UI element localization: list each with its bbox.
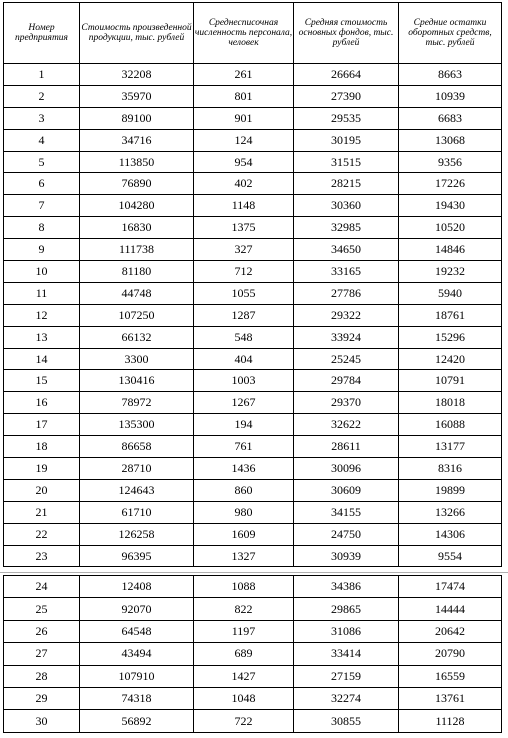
cell-enterprise-number: 2 (4, 85, 80, 107)
cell-working-capital: 19232 (399, 261, 502, 283)
cell-fixed-assets: 24750 (294, 523, 399, 545)
cell-working-capital: 12420 (399, 348, 502, 370)
cell-production-value: 61710 (80, 501, 194, 523)
cell-staff-count: 194 (194, 414, 294, 436)
page-break-divider (0, 572, 508, 573)
cell-production-value: 111738 (80, 239, 194, 261)
cell-enterprise-number: 11 (4, 282, 80, 304)
cell-production-value: 124643 (80, 479, 194, 501)
table-row (4, 710, 502, 732)
cell-fixed-assets: 30195 (294, 129, 399, 151)
enterprise-table-part1 (3, 2, 502, 567)
cell-working-capital: 13177 (399, 436, 502, 458)
cell-fixed-assets: 32274 (294, 687, 399, 709)
table-row (4, 173, 502, 195)
cell-fixed-assets: 27786 (294, 282, 399, 304)
cell-enterprise-number: 21 (4, 501, 80, 523)
cell-working-capital: 10939 (399, 85, 502, 107)
cell-production-value: 32208 (80, 64, 194, 86)
cell-fixed-assets: 30096 (294, 458, 399, 480)
cell-fixed-assets: 33924 (294, 326, 399, 348)
cell-enterprise-number: 23 (4, 545, 80, 567)
cell-production-value: 126258 (80, 523, 194, 545)
table-row (4, 436, 502, 458)
cell-production-value: 86658 (80, 436, 194, 458)
cell-working-capital: 16559 (399, 665, 502, 687)
cell-enterprise-number: 9 (4, 239, 80, 261)
cell-enterprise-number: 15 (4, 370, 80, 392)
cell-working-capital: 18761 (399, 304, 502, 326)
cell-fixed-assets: 31086 (294, 620, 399, 642)
cell-working-capital: 10520 (399, 217, 502, 239)
cell-staff-count: 722 (194, 710, 294, 732)
cell-production-value: 66132 (80, 326, 194, 348)
cell-enterprise-number: 3 (4, 107, 80, 129)
cell-enterprise-number: 28 (4, 665, 80, 687)
table-row (4, 501, 502, 523)
cell-enterprise-number: 13 (4, 326, 80, 348)
cell-staff-count: 901 (194, 107, 294, 129)
cell-fixed-assets: 29865 (294, 598, 399, 620)
cell-production-value: 44748 (80, 282, 194, 304)
cell-working-capital: 10791 (399, 370, 502, 392)
cell-fixed-assets: 31515 (294, 151, 399, 173)
table-header-row (4, 3, 502, 64)
cell-enterprise-number: 18 (4, 436, 80, 458)
cell-enterprise-number: 24 (4, 576, 80, 598)
table-row (4, 107, 502, 129)
cell-working-capital: 18018 (399, 392, 502, 414)
cell-staff-count: 1375 (194, 217, 294, 239)
cell-fixed-assets: 29535 (294, 107, 399, 129)
header-staff-count: Среднесписочная численность персонала, человек (194, 3, 294, 64)
cell-staff-count: 954 (194, 151, 294, 173)
cell-fixed-assets: 30360 (294, 195, 399, 217)
cell-production-value: 3300 (80, 348, 194, 370)
cell-production-value: 107250 (80, 304, 194, 326)
cell-working-capital: 17226 (399, 173, 502, 195)
cell-staff-count: 1003 (194, 370, 294, 392)
cell-production-value: 92070 (80, 598, 194, 620)
cell-fixed-assets: 27159 (294, 665, 399, 687)
table-row (4, 523, 502, 545)
cell-production-value: 113850 (80, 151, 194, 173)
cell-fixed-assets: 32985 (294, 217, 399, 239)
header-working-capital: Средние остатки оборотных средств, тыс. рублей (399, 3, 502, 64)
cell-working-capital: 9554 (399, 545, 502, 567)
cell-production-value: 43494 (80, 643, 194, 665)
cell-production-value: 56892 (80, 710, 194, 732)
header-production-value: Стоимость произведенной продукции, тыс. рублей (80, 3, 194, 64)
cell-fixed-assets: 33165 (294, 261, 399, 283)
cell-fixed-assets: 26664 (294, 64, 399, 86)
table-row (4, 239, 502, 261)
cell-enterprise-number: 25 (4, 598, 80, 620)
cell-enterprise-number: 16 (4, 392, 80, 414)
cell-enterprise-number: 22 (4, 523, 80, 545)
table-row (4, 576, 502, 598)
cell-enterprise-number: 10 (4, 261, 80, 283)
cell-staff-count: 1267 (194, 392, 294, 414)
cell-staff-count: 124 (194, 129, 294, 151)
table-row (4, 370, 502, 392)
table-row (4, 217, 502, 239)
cell-production-value: 96395 (80, 545, 194, 567)
cell-staff-count: 1427 (194, 665, 294, 687)
cell-enterprise-number: 29 (4, 687, 80, 709)
cell-working-capital: 14306 (399, 523, 502, 545)
cell-fixed-assets: 32622 (294, 414, 399, 436)
table-row (4, 151, 502, 173)
cell-staff-count: 822 (194, 598, 294, 620)
cell-staff-count: 860 (194, 479, 294, 501)
cell-staff-count: 980 (194, 501, 294, 523)
table-row (4, 545, 502, 567)
enterprise-table-part2 (3, 575, 502, 733)
cell-production-value: 107910 (80, 665, 194, 687)
cell-fixed-assets: 27390 (294, 85, 399, 107)
table-row (4, 414, 502, 436)
cell-enterprise-number: 8 (4, 217, 80, 239)
cell-fixed-assets: 34155 (294, 501, 399, 523)
cell-production-value: 28710 (80, 458, 194, 480)
header-fixed-assets: Средняя стоимость основных фондов, тыс. рублей (294, 3, 399, 64)
cell-production-value: 81180 (80, 261, 194, 283)
cell-enterprise-number: 1 (4, 64, 80, 86)
cell-production-value: 74318 (80, 687, 194, 709)
table-row (4, 598, 502, 620)
cell-staff-count: 327 (194, 239, 294, 261)
table-row (4, 620, 502, 642)
cell-production-value: 34716 (80, 129, 194, 151)
cell-enterprise-number: 14 (4, 348, 80, 370)
cell-working-capital: 14444 (399, 598, 502, 620)
cell-production-value: 130416 (80, 370, 194, 392)
cell-working-capital: 19430 (399, 195, 502, 217)
cell-staff-count: 712 (194, 261, 294, 283)
table-row (4, 643, 502, 665)
cell-fixed-assets: 29322 (294, 304, 399, 326)
cell-enterprise-number: 7 (4, 195, 80, 217)
cell-fixed-assets: 30609 (294, 479, 399, 501)
cell-working-capital: 13761 (399, 687, 502, 709)
cell-production-value: 16830 (80, 217, 194, 239)
cell-production-value: 104280 (80, 195, 194, 217)
cell-staff-count: 261 (194, 64, 294, 86)
cell-working-capital: 20790 (399, 643, 502, 665)
cell-working-capital: 17474 (399, 576, 502, 598)
cell-staff-count: 1436 (194, 458, 294, 480)
cell-production-value: 35970 (80, 85, 194, 107)
cell-enterprise-number: 4 (4, 129, 80, 151)
table-row (4, 479, 502, 501)
cell-staff-count: 761 (194, 436, 294, 458)
cell-enterprise-number: 6 (4, 173, 80, 195)
cell-working-capital: 16088 (399, 414, 502, 436)
cell-staff-count: 404 (194, 348, 294, 370)
cell-fixed-assets: 30855 (294, 710, 399, 732)
cell-enterprise-number: 19 (4, 458, 80, 480)
cell-working-capital: 9356 (399, 151, 502, 173)
cell-staff-count: 1609 (194, 523, 294, 545)
cell-working-capital: 6683 (399, 107, 502, 129)
table-row (4, 687, 502, 709)
table-row (4, 195, 502, 217)
table-row (4, 348, 502, 370)
cell-staff-count: 402 (194, 173, 294, 195)
cell-fixed-assets: 29784 (294, 370, 399, 392)
cell-production-value: 12408 (80, 576, 194, 598)
table-row (4, 64, 502, 86)
cell-staff-count: 1048 (194, 687, 294, 709)
cell-fixed-assets: 33414 (294, 643, 399, 665)
table-row (4, 261, 502, 283)
cell-working-capital: 19899 (399, 479, 502, 501)
cell-fixed-assets: 34386 (294, 576, 399, 598)
cell-fixed-assets: 25245 (294, 348, 399, 370)
cell-enterprise-number: 12 (4, 304, 80, 326)
cell-fixed-assets: 28215 (294, 173, 399, 195)
cell-staff-count: 1055 (194, 282, 294, 304)
cell-staff-count: 801 (194, 85, 294, 107)
cell-staff-count: 1197 (194, 620, 294, 642)
cell-working-capital: 11128 (399, 710, 502, 732)
cell-staff-count: 1088 (194, 576, 294, 598)
cell-working-capital: 13068 (399, 129, 502, 151)
cell-staff-count: 1327 (194, 545, 294, 567)
cell-production-value: 78972 (80, 392, 194, 414)
cell-working-capital: 20642 (399, 620, 502, 642)
cell-enterprise-number: 26 (4, 620, 80, 642)
cell-working-capital: 13266 (399, 501, 502, 523)
table-row (4, 129, 502, 151)
cell-staff-count: 1287 (194, 304, 294, 326)
cell-enterprise-number: 27 (4, 643, 80, 665)
table-row (4, 282, 502, 304)
cell-fixed-assets: 28611 (294, 436, 399, 458)
cell-staff-count: 689 (194, 643, 294, 665)
cell-working-capital: 5940 (399, 282, 502, 304)
table-row (4, 304, 502, 326)
cell-staff-count: 1148 (194, 195, 294, 217)
cell-fixed-assets: 29370 (294, 392, 399, 414)
cell-working-capital: 8316 (399, 458, 502, 480)
table-row (4, 392, 502, 414)
cell-production-value: 89100 (80, 107, 194, 129)
cell-fixed-assets: 30939 (294, 545, 399, 567)
cell-enterprise-number: 30 (4, 710, 80, 732)
cell-fixed-assets: 34650 (294, 239, 399, 261)
header-enterprise-number: Номер предприятия (4, 3, 80, 64)
cell-enterprise-number: 17 (4, 414, 80, 436)
cell-enterprise-number: 20 (4, 479, 80, 501)
cell-working-capital: 8663 (399, 64, 502, 86)
cell-staff-count: 548 (194, 326, 294, 348)
cell-enterprise-number: 5 (4, 151, 80, 173)
cell-working-capital: 14846 (399, 239, 502, 261)
table-row (4, 326, 502, 348)
cell-production-value: 135300 (80, 414, 194, 436)
cell-working-capital: 15296 (399, 326, 502, 348)
cell-production-value: 76890 (80, 173, 194, 195)
cell-production-value: 64548 (80, 620, 194, 642)
table-row (4, 458, 502, 480)
table-row (4, 85, 502, 107)
table-row (4, 665, 502, 687)
